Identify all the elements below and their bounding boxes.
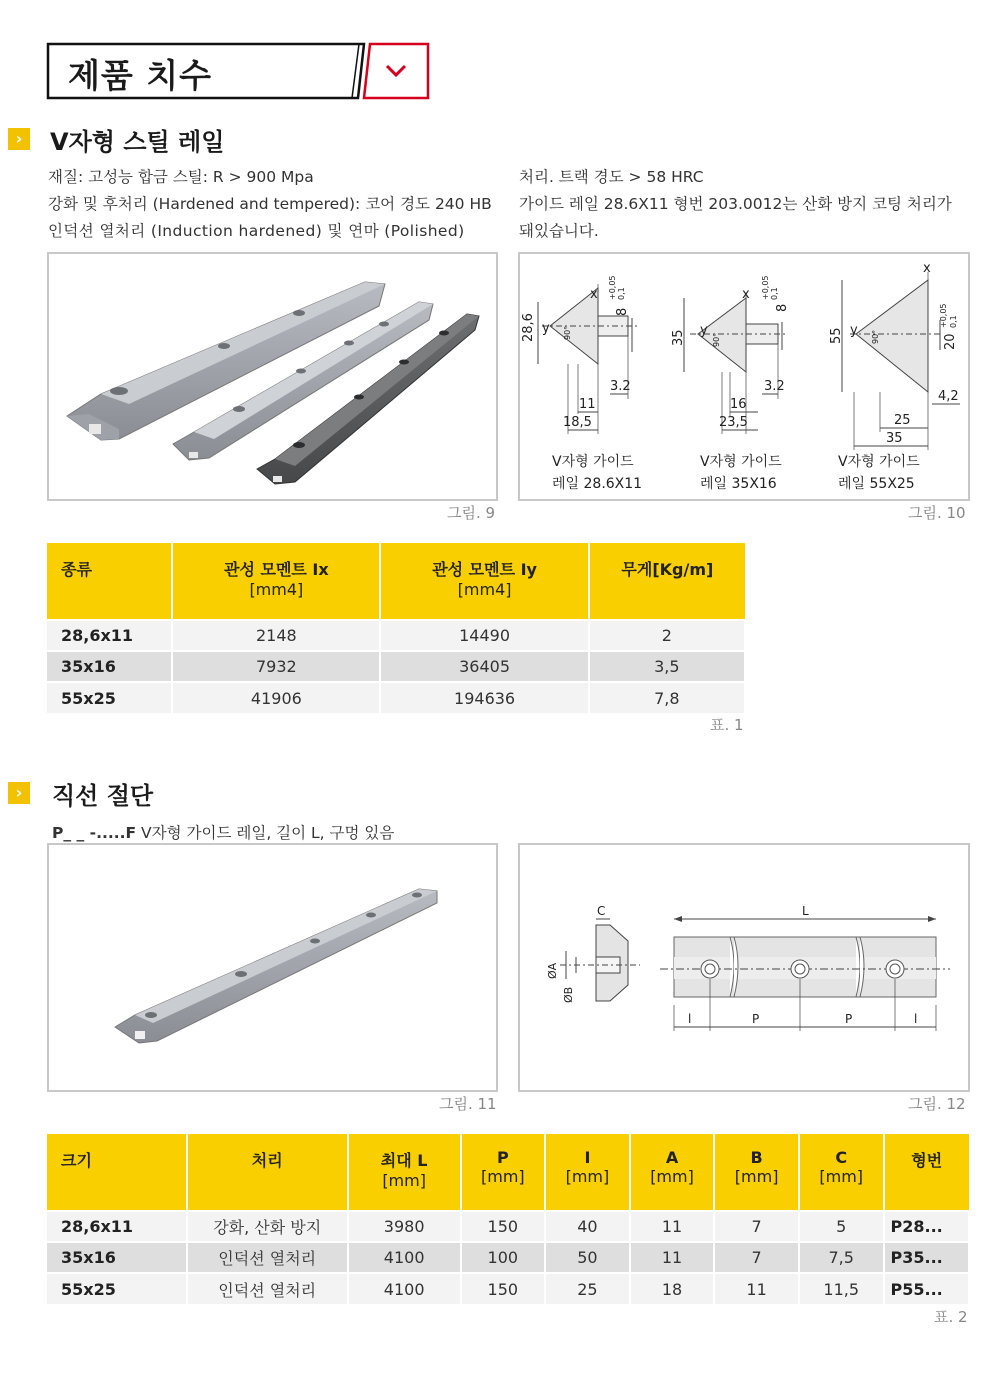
hardening-line: 강화 및 후처리 (Hardened and tempered): 코어 경도 240 HB <box>48 195 492 213</box>
single-rail-illustration <box>49 845 496 1090</box>
svg-text:l: l <box>688 1012 692 1026</box>
chevron-down-icon[interactable] <box>383 62 409 80</box>
svg-text:C: C <box>597 904 606 918</box>
svg-text:y: y <box>700 323 708 338</box>
svg-text:V자형 가이드: V자형 가이드 <box>700 454 782 470</box>
figure-11-caption: 그림. 11 <box>439 1095 497 1113</box>
figure-9-rail-image <box>47 252 498 501</box>
table-2-header-c: C [mm] <box>799 1134 884 1211</box>
figure-10-cross-sections <box>518 252 970 501</box>
svg-text:L: L <box>802 904 809 918</box>
length-dimension-drawing <box>520 845 968 1090</box>
svg-text:ØB: ØB <box>562 986 575 1003</box>
svg-text:y: y <box>542 321 550 336</box>
table-row: 28,6x11 2148 14490 2 <box>47 620 745 651</box>
table-2-cut-options <box>47 1134 970 1304</box>
svg-text:0,1: 0,1 <box>617 287 626 300</box>
cross-section-55x25 <box>829 261 960 492</box>
figure-12-dimension-drawing <box>518 843 970 1092</box>
svg-text:11: 11 <box>579 397 596 412</box>
table-row: 35x16 7932 36405 3,5 <box>47 651 745 682</box>
svg-text:3.2: 3.2 <box>610 379 631 394</box>
table-row: 35x16 인덕션 열처리 4100 100 50 11 7 7,5 P35... <box>47 1242 969 1273</box>
material-line: 재질: 고성능 합금 스틸: R > 900 Mpa <box>48 168 314 186</box>
svg-text:23,5: 23,5 <box>719 415 748 430</box>
svg-text:90°: 90° <box>871 329 880 344</box>
table-1-header-weight: 무게[Kg/m] <box>589 543 745 620</box>
figure-10-caption: 그림. 10 <box>908 504 966 522</box>
svg-text:P: P <box>752 1012 760 1026</box>
svg-text:레일 28.6X11: 레일 28.6X11 <box>552 476 643 492</box>
svg-text:x: x <box>742 287 750 302</box>
page-title: 제품 치수 <box>68 56 213 95</box>
svg-text:레일 35X16: 레일 35X16 <box>700 476 777 492</box>
table-1-header-type: 종류 <box>47 543 172 620</box>
table-2-header-p: P [mm] <box>461 1134 546 1211</box>
svg-text:4,2: 4,2 <box>938 389 959 404</box>
chevron-right-icon: › <box>8 128 30 150</box>
table-2-header-code: 형번 <box>884 1134 970 1211</box>
table-2-caption: 표. 2 <box>934 1308 968 1326</box>
table-2-header-max-l: 최대 L [mm] <box>348 1134 461 1211</box>
figure-12-caption: 그림. 12 <box>908 1095 966 1113</box>
table-2-header-a: A [mm] <box>630 1134 715 1211</box>
svg-text:8: 8 <box>615 307 630 316</box>
svg-text:+0,05: +0,05 <box>939 303 948 328</box>
svg-text:55: 55 <box>829 327 844 344</box>
table-2-header-treatment: 처리 <box>187 1134 348 1211</box>
svg-text:16: 16 <box>730 397 747 412</box>
table-2-header-size: 크기 <box>47 1134 187 1211</box>
cross-section-35x16 <box>671 275 790 492</box>
svg-text:ØA: ØA <box>546 962 559 979</box>
section-title-straight-cut: 직선 절단 <box>52 782 154 810</box>
coating-line-2: 돼있습니다. <box>519 222 599 240</box>
svg-text:8: 8 <box>775 303 790 312</box>
table-row: 55x25 인덕션 열처리 4100 150 25 18 11 11,5 P55... <box>47 1273 969 1304</box>
svg-text:+0,05: +0,05 <box>608 275 617 300</box>
svg-text:0,1: 0,1 <box>770 287 779 300</box>
table-row: 28,6x11 강화, 산화 방지 3980 150 40 11 7 5 P28... <box>47 1211 969 1242</box>
svg-text:3.2: 3.2 <box>764 379 785 394</box>
section-title-v-rail: V자형 스틸 레일 <box>50 128 225 156</box>
chevron-right-icon: › <box>8 782 30 804</box>
svg-text:90°: 90° <box>563 325 572 340</box>
svg-text:90°: 90° <box>712 332 721 347</box>
svg-text:y: y <box>850 323 858 338</box>
straight-cut-subtitle: P_ _ -.....F V자형 가이드 레일, 길이 L, 구멍 있음 <box>52 824 395 842</box>
table-1-header-ix: 관성 모멘트 Ix [mm4] <box>172 543 380 620</box>
cross-section-drawings <box>520 254 968 499</box>
treatment-line: 처리. 트랙 경도 > 58 HRC <box>519 168 704 186</box>
svg-text:V자형 가이드: V자형 가이드 <box>552 454 634 470</box>
table-2-header-i: I [mm] <box>545 1134 630 1211</box>
induction-line: 인덕션 열처리 (Induction hardened) 및 연마 (Polished) <box>48 222 465 240</box>
table-2-header-b: B [mm] <box>714 1134 799 1211</box>
table-1-header-iy: 관성 모멘트 Iy [mm4] <box>380 543 588 620</box>
svg-text:0,1: 0,1 <box>949 315 958 328</box>
svg-text:20: 20 <box>943 333 958 350</box>
svg-text:x: x <box>923 261 931 276</box>
svg-text:레일 55X25: 레일 55X25 <box>838 476 915 492</box>
svg-text:l: l <box>914 1012 918 1026</box>
svg-text:28,6: 28,6 <box>521 313 536 342</box>
svg-text:35: 35 <box>671 329 686 346</box>
figure-9-caption: 그림. 9 <box>447 504 496 522</box>
svg-text:x: x <box>590 287 598 302</box>
figure-11-rail-image <box>47 843 498 1092</box>
svg-text:V자형 가이드: V자형 가이드 <box>838 454 920 470</box>
table-row: 55x25 41906 194636 7,8 <box>47 682 745 713</box>
svg-text:25: 25 <box>894 413 911 428</box>
cross-section-28-6x11 <box>521 275 642 492</box>
rails-illustration <box>49 254 496 499</box>
svg-text:P: P <box>845 1012 853 1026</box>
table-1-caption: 표. 1 <box>710 716 744 734</box>
svg-text:18,5: 18,5 <box>563 415 592 430</box>
svg-text:+0,05: +0,05 <box>761 275 770 300</box>
table-1-moments <box>47 543 746 713</box>
svg-text:35: 35 <box>886 431 903 446</box>
coating-line: 가이드 레일 28.6X11 형번 203.0012는 산화 방지 코팅 처리가 <box>519 195 952 213</box>
